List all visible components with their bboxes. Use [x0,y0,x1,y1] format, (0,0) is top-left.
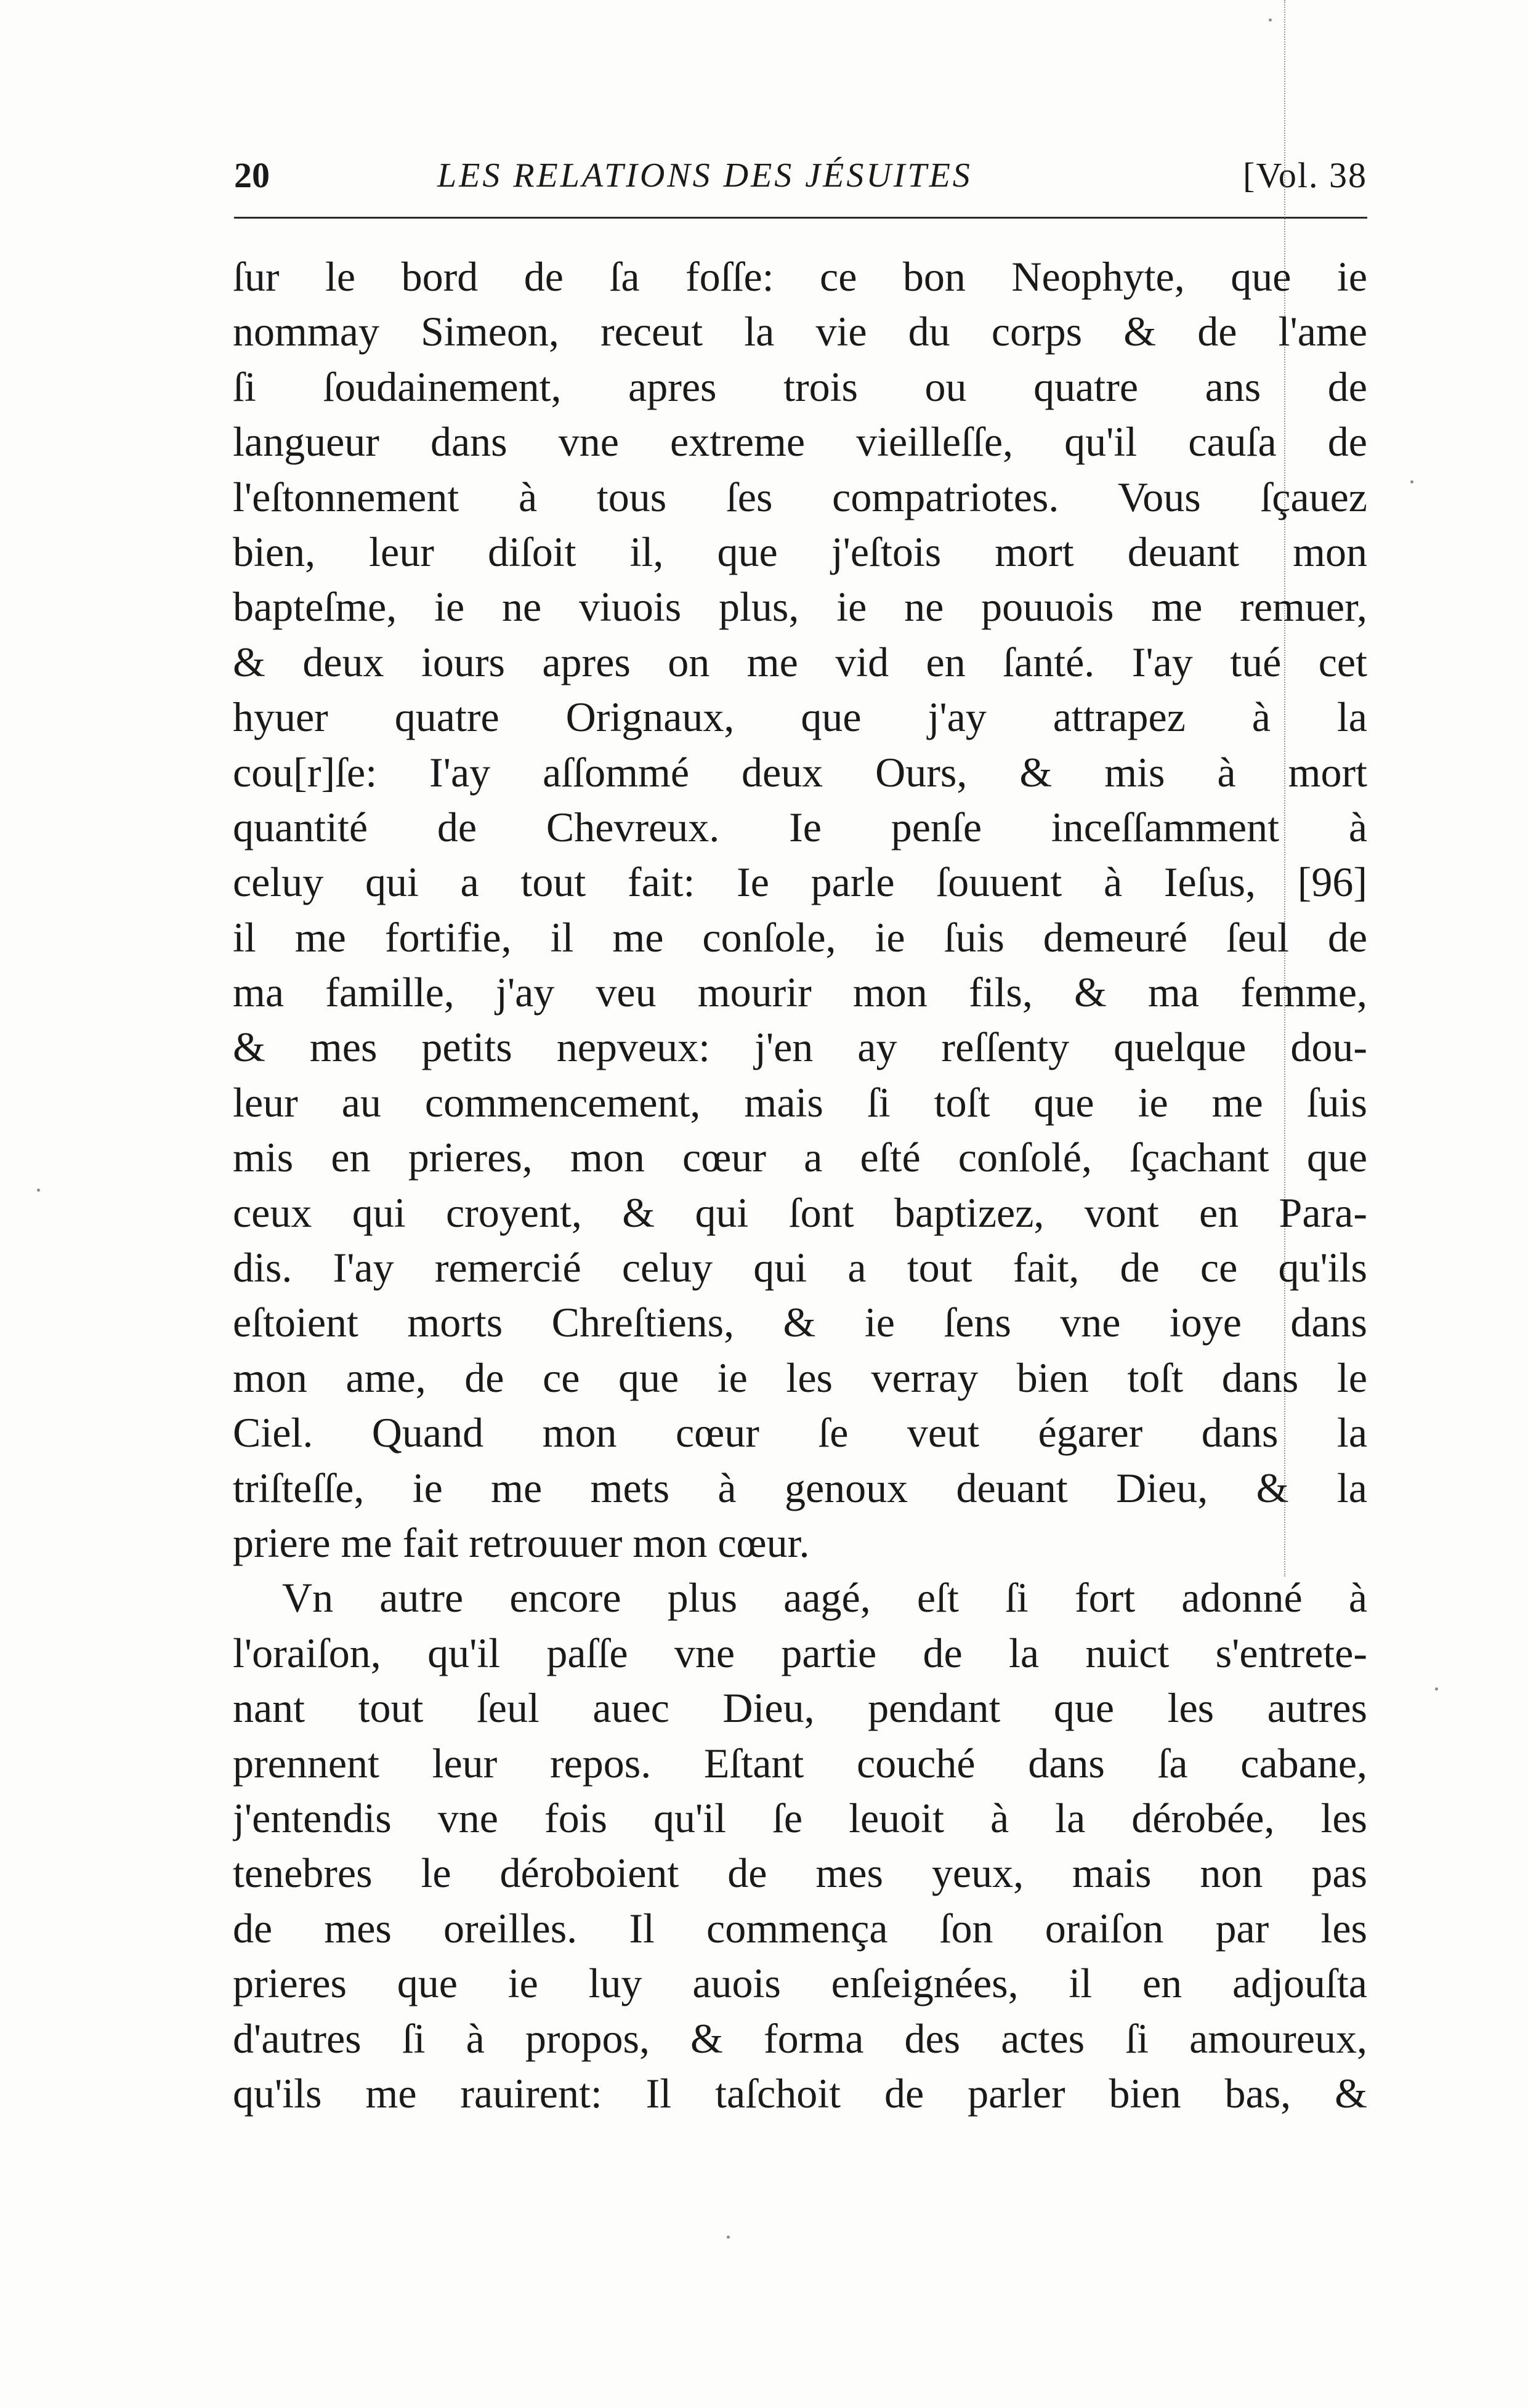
text-line: Ciel. Quand mon cœur ſe veut égarer dans la [233,1409,1367,1457]
text-line: il me fortifie, il me conſole, ie ſuis demeuré ſeul de [233,913,1367,961]
text-line: nommay Simeon, receut la vie du corps & de l'ame [233,308,1367,355]
text-line: prieres que ie luy auois enſeignées, il en adjouſta [233,1960,1367,2007]
text-line: bien, leur diſoit il, que j'eſtois mort deuant mon [233,528,1367,575]
paper-speck [1435,1687,1438,1691]
text-line: priere me fait retrouuer mon cœur. [233,1519,810,1566]
text-line: ſur le bord de ſa foſſe: ce bon Neophyte, que ie [233,253,1367,300]
page-header [234,145,1367,206]
text-line: Vn autre encore plus aagé, eſt ſi fort adonné à [282,1574,1367,1622]
text-line: l'oraiſon, qu'il paſſe vne partie de la nuict s'entrete- [233,1629,1367,1676]
text-line: ma famille, j'ay veu mourir mon fils, & ma femme, [233,969,1367,1016]
paper-speck [1269,18,1272,22]
text-line: j'entendis vne fois qu'il ſe leuoit à la dérobée, les [233,1794,1367,1841]
running-title: LES RELATIONS DES JÉSUITES [437,156,972,195]
text-line: & deux iours apres on me vid en ſanté. I'ay tué cet [233,638,1367,685]
text-line: hyuer quatre Orignaux, que j'ay attrapez à la [233,693,1367,741]
text-line: celuy qui a tout fait: Ie parle ſouuent à Ieſus, [96] [233,859,1367,906]
text-line: triſteſſe, ie me mets à genoux deuant Dieu, & la [233,1464,1367,1511]
text-line: langueur dans vne extreme vieilleſſe, qu'il cauſa de [233,418,1367,466]
text-line: & mes petits nepveux: j'en ay reſſenty quelque dou- [233,1024,1367,1071]
text-line: quantité de Chevreux. Ie penſe inceſſamment à [233,803,1367,850]
text-line: de mes oreilles. Il commença ſon oraiſon par les [233,1904,1367,1952]
text-line: leur au commencement, mais ſi toſt que ie me ſuis [233,1078,1367,1126]
text-line: cou[r]ſe: I'ay aſſommé deux Ours, & mis à mort [233,748,1367,796]
volume-label: [Vol. 38 [1243,155,1367,195]
text-line: mis en prieres, mon cœur a eſté conſolé, ſçachant que [233,1134,1367,1181]
text-line: ſi ſoudainement, apres trois ou quatre ans de [233,363,1367,410]
text-line: d'autres ſi à propos, & forma des actes ſi amoureux, [233,2014,1367,2062]
text-line: qu'ils me rauirent: Il taſchoit de parler bien bas, & [233,2069,1367,2117]
text-line: bapteſme, ie ne viuois plus, ie ne pouuois me remuer, [233,583,1367,631]
text-line: prennent leur repos. Eſtant couché dans ſa cabane, [233,1739,1367,1787]
text-line: nant tout ſeul auec Dieu, pendant que les autres [233,1684,1367,1732]
text-line: eſtoient morts Chreſtiens, & ie ſens vne ioye dans [233,1299,1367,1346]
paper-speck [1410,480,1413,483]
text-line: l'eſtonnement à tous ſes compatriotes. Vous ſçauez [233,473,1367,520]
header-rule [234,217,1367,219]
page-number: 20 [234,155,270,195]
text-line: dis. I'ay remercié celuy qui a tout fait, de ce qu'ils [233,1244,1367,1291]
paper-speck [727,2236,730,2239]
paper-speck [37,1189,40,1192]
text-line: mon ame, de ce que ie les verray bien toſt dans le [233,1354,1367,1401]
text-line: tenebres le déroboient de mes yeux, mais non pas [233,1849,1367,1897]
body-text [233,249,1367,2121]
text-line: ceux qui croyent, & qui ſont baptizez, vont en Para- [233,1189,1367,1236]
